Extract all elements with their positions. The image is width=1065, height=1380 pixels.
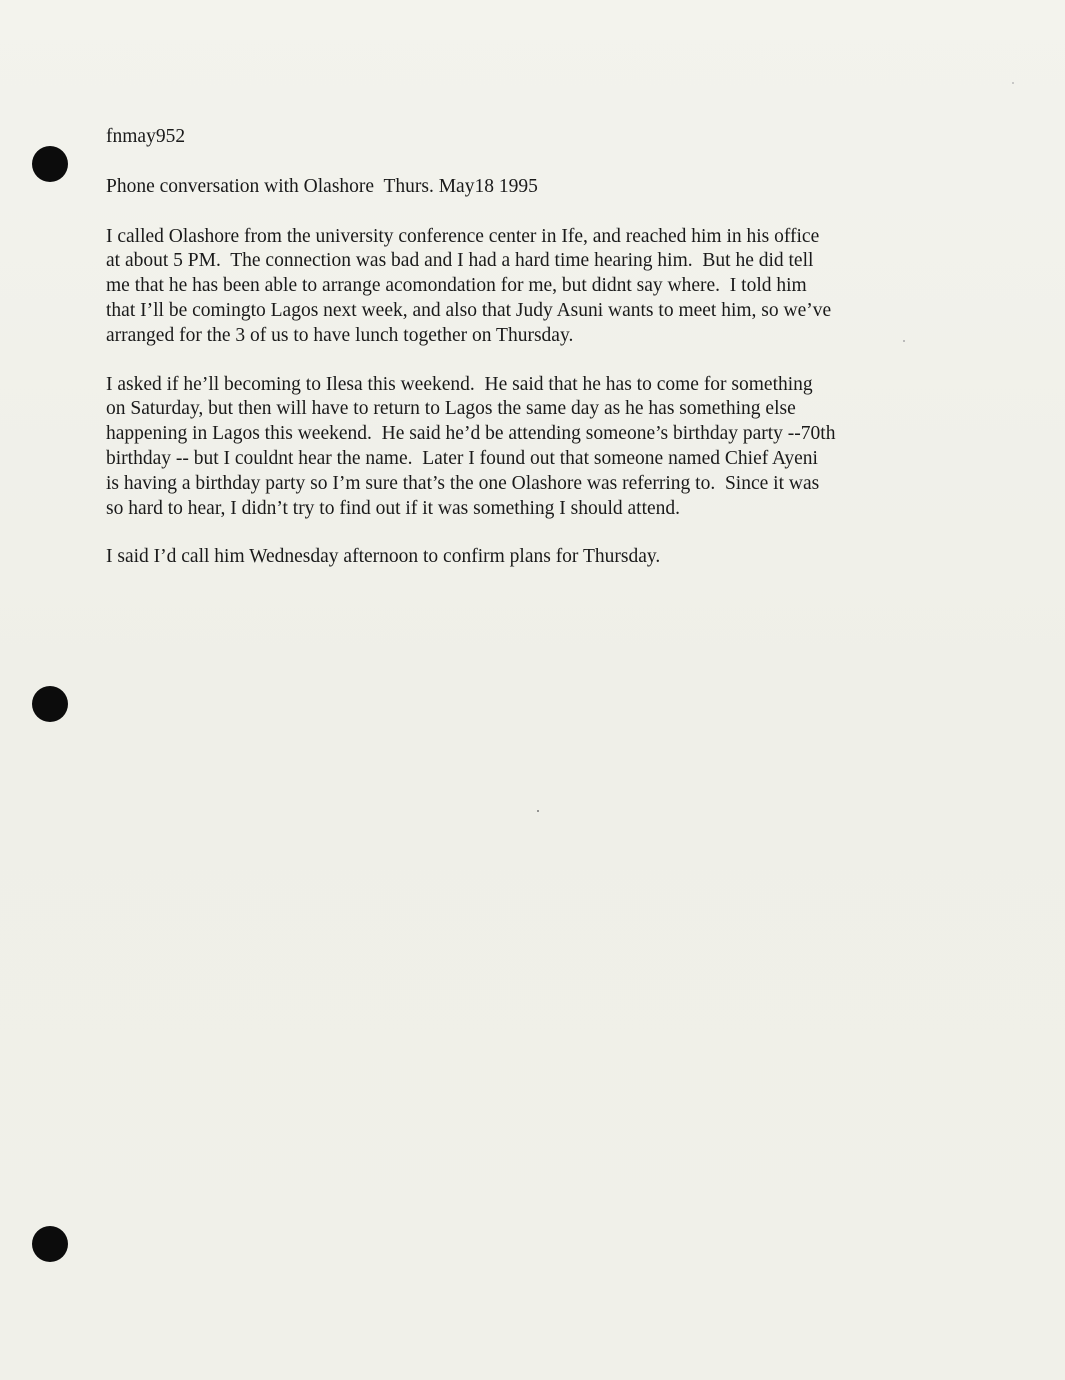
document-body [106, 125, 936, 594]
paragraph-line: I asked if he’ll becoming to Ilesa this weekend. He said that he has to come for something [106, 373, 813, 395]
paragraph-line: happening in Lagos this weekend. He said he’d be attending someone’s birthday party --70th [106, 423, 836, 445]
paragraph-line: so hard to hear, I didn’t try to find out if it was something I should attend. [106, 497, 681, 519]
paper-speck [537, 810, 539, 812]
paragraph-line: on Saturday, but then will have to return to Lagos the same day as he has something else [106, 398, 796, 420]
paragraph-line: I said I’d call him Wednesday afternoon to confirm plans for Thursday. [106, 546, 661, 568]
binder-hole-top [32, 146, 68, 182]
binder-hole-middle [32, 686, 68, 722]
paragraph-line: arranged for the 3 of us to have lunch together on Thursday. [106, 324, 574, 346]
paper-speck [1012, 82, 1014, 84]
paragraph-line: at about 5 PM. The connection was bad and I had a hard time hearing him. But he did tell [106, 250, 814, 272]
paragraph-3 [106, 545, 936, 570]
binder-hole-bottom [32, 1226, 68, 1262]
paragraph-2 [106, 373, 936, 522]
paragraph-line: I called Olashore from the university conference center in Ife, and reached him in his office [106, 225, 820, 247]
paragraph-line: is having a birthday party so I’m sure that’s the one Olashore was referring to. Since it was [106, 472, 820, 494]
paragraph-line: me that he has been able to arrange acomondation for me, but didnt say where. I told him [106, 275, 807, 297]
paragraph-1 [106, 225, 936, 349]
paragraph-line: that I’ll be comingto Lagos next week, and also that Judy Asuni wants to meet him, so we’ve [106, 299, 832, 321]
paragraph-line: birthday -- but I couldnt hear the name. Later I found out that someone named Chief Ayeni [106, 447, 818, 469]
document-subject: Phone conversation with Olashore Thurs. May18 1995 [106, 175, 538, 197]
document-filename: fnmay952 [106, 126, 186, 147]
